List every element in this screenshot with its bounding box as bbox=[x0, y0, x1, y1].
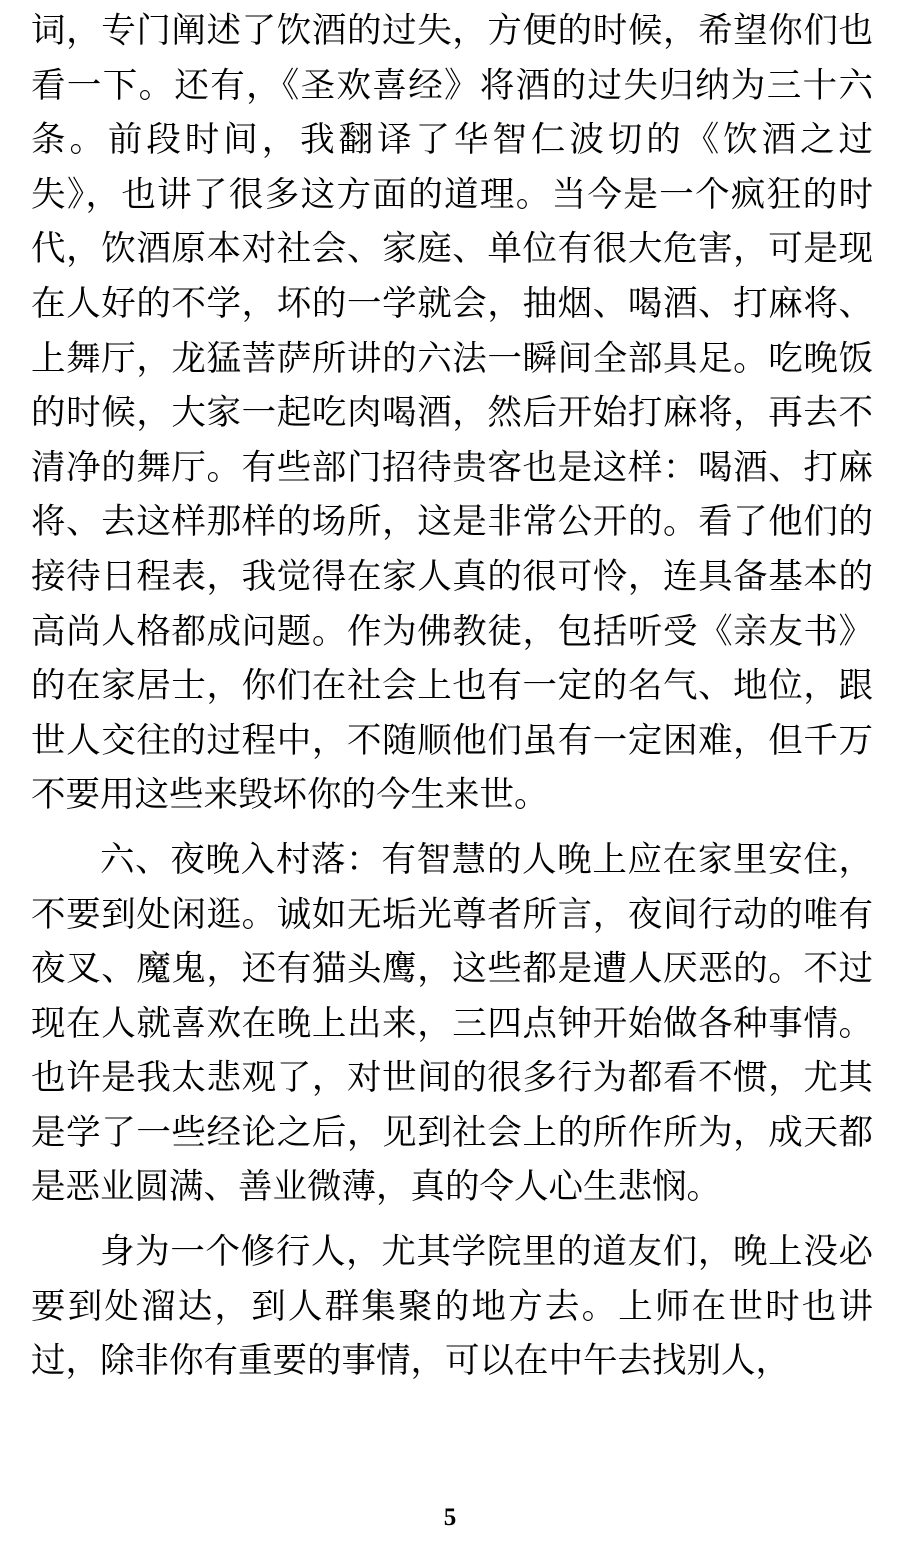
paragraph-practitioner: 身为一个修行人，尤其学院里的道友们，晚上没必要到处溜达，到人群集聚的地方去。上师在世时也讲过，除非你有重要的事情，可以在中午去找别人， bbox=[31, 1232, 873, 1382]
page-number: 5 bbox=[443, 1504, 457, 1531]
paragraph-night-wandering: 六、夜晚入村落：有智慧的人晚上应在家里安住，不要到处闲逛。诚如无垢光尊者所言，夜间行动的唯有夜叉、魔鬼，还有猫头鹰，这些都是遭人厌恶的。不过现在人就喜欢在晚上出来，三四点钟开始做各种事情。也许是我太悲观了，对世间的很多行为都看不惯，尤其是学了一些经论之后，见到社会上的所作所为，成天都是恶业圆满、善业微薄，真的令人心生悲悯。 bbox=[31, 839, 873, 1208]
paragraph-continuation: 词，专门阐述了饮酒的过失，方便的时候，希望你们也看一下。还有，《圣欢喜经》将酒的过失归纳为三十六条。前段时间，我翻译了华智仁波切的《饮酒之过失》，也讲了很多这方面的道理。当今是一个疯狂的时代，饮酒原本对社会、家庭、单位有很大危害，可是现在人好的不学，坏的一学就会，抽烟、喝酒、打麻将、上舞厅，龙猛菩萨所讲的六法一瞬间全部具足。吃晚饭的时候，大家一起吃肉喝酒，然后开始打麻将，再去不清净的舞厅。有些部门招待贵客也是这样：喝酒、打麻将、去这样那样的场所，这是非常公开的。看了他们的接待日程表，我觉得在家人真的很可怜，连具备基本的高尚人格都成问题。作为佛教徒，包括听受《亲友书》的在家居士，你们在社会上也有一定的名气、地位，跟世人交往的过程中，不随顺他们虽有一定困难，但千万不要用这些来毁坏你的今生来世。 bbox=[31, 11, 873, 816]
body-text bbox=[31, 4, 873, 1389]
